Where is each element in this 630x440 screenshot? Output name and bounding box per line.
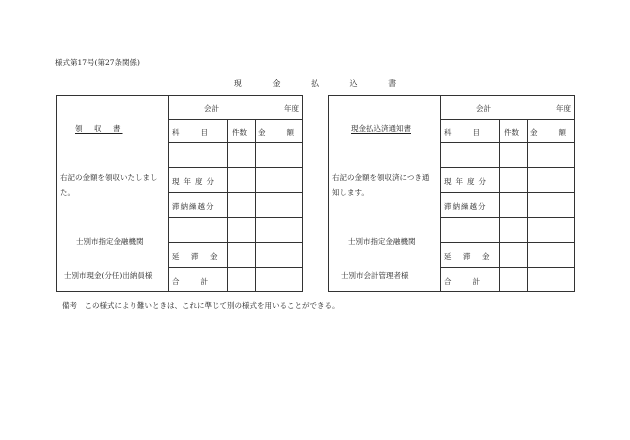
- title-char: 払: [311, 79, 319, 88]
- payment-notice-panel: [328, 95, 575, 292]
- notice-official: 士別市会計管理者様: [341, 271, 409, 280]
- receipt-body-line1: 右記の金額を領収いたしまし: [60, 173, 158, 182]
- row-carryover: 滞納繰越分: [444, 202, 487, 211]
- receipt-official: 士別市現金(分任)出納員様: [64, 271, 153, 280]
- col-amount-header: 金 額: [258, 128, 296, 137]
- notice-institution: 士別市指定金融機関: [348, 237, 416, 246]
- row-carryover: 滞納繰越分: [172, 202, 215, 211]
- row-total: 合 計: [172, 277, 210, 286]
- notice-body-line2: 知します。: [332, 188, 369, 197]
- col-item-header: 科 目: [172, 128, 210, 137]
- nendo-label: 年度: [284, 104, 299, 113]
- document-title: [0, 78, 630, 89]
- notice-heading: 現金払込済通知書: [351, 124, 411, 133]
- title-char: 金: [272, 79, 281, 88]
- remarks-note: 備考 この様式により難いときは、これに準じて別の様式を用いることができる。: [62, 301, 340, 310]
- title-char: 込: [349, 79, 358, 88]
- receipt-body-line2: た。: [60, 188, 75, 197]
- row-late-fee: 延 滞 金: [172, 252, 220, 261]
- col-amount-header: 金 額: [530, 128, 568, 137]
- kaikei-label: 会計: [204, 104, 219, 113]
- receipt-panel: [56, 95, 303, 292]
- col-count-header: 件数: [504, 128, 519, 137]
- notice-body-line1: 右記の金額を領収済につき通: [332, 173, 430, 182]
- receipt-institution: 士別市指定金融機関: [76, 237, 144, 246]
- col-item-header: 科 目: [444, 128, 482, 137]
- row-current-year: 現年度分: [172, 177, 218, 186]
- row-total: 合 計: [444, 277, 482, 286]
- row-current-year: 現年度分: [444, 177, 490, 186]
- form-number: 様式第17号(第27条関係): [55, 58, 140, 67]
- kaikei-label: 会計: [476, 104, 491, 113]
- title-char: 書: [388, 79, 397, 88]
- receipt-heading: 領 収 書: [75, 124, 123, 133]
- nendo-label: 年度: [556, 104, 571, 113]
- row-late-fee: 延 滞 金: [444, 252, 492, 261]
- col-count-header: 件数: [232, 128, 247, 137]
- title-char: 現: [233, 79, 242, 88]
